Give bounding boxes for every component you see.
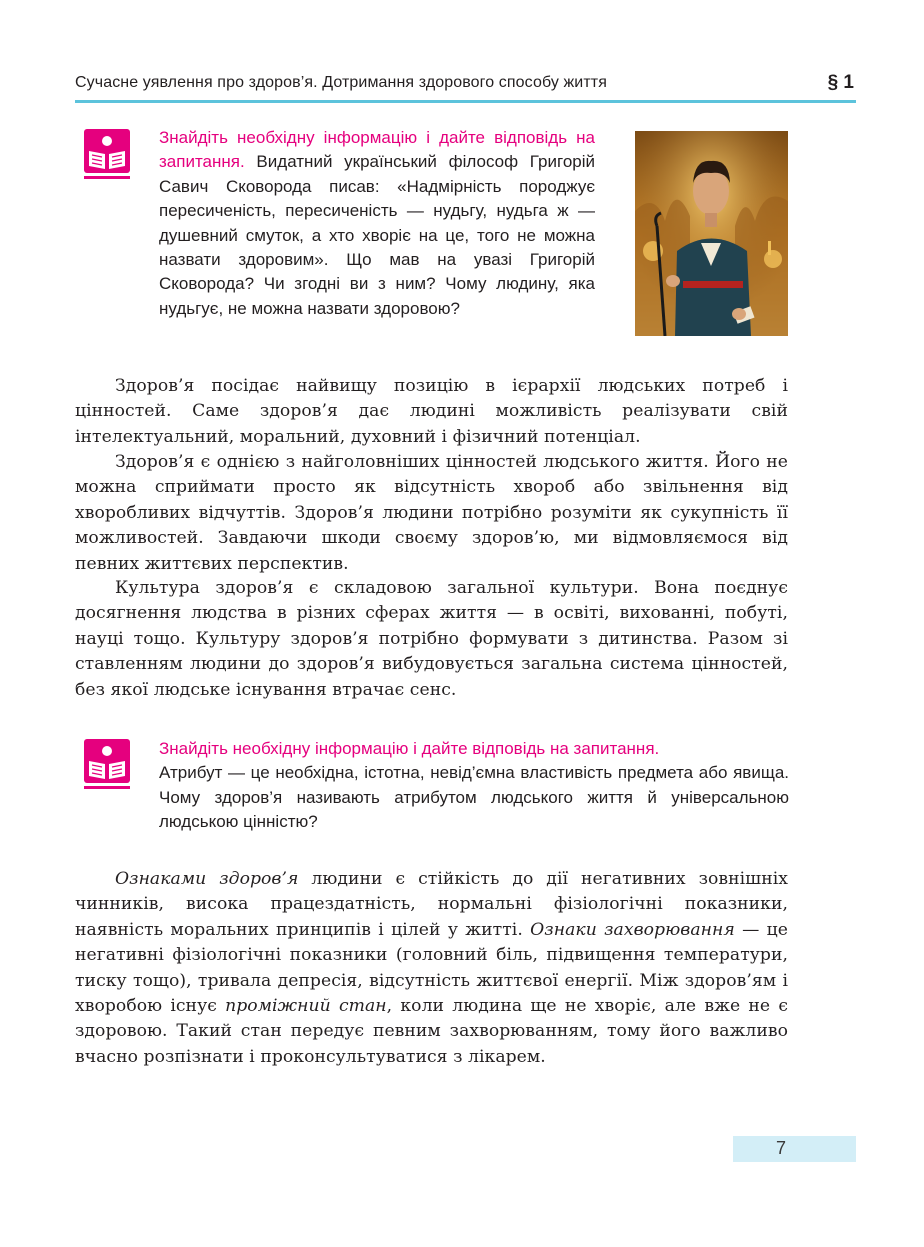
header-title: Сучасне уявлення про здоров’я. Дотримання здорового способу життя	[75, 74, 607, 91]
term-disease-signs: Ознаки захворювання	[530, 919, 735, 940]
book-reading-icon	[84, 739, 130, 791]
task-lead: Знайдіть необхідну інформацію і дайте відповідь на запитання.	[159, 128, 595, 172]
paragraph-text: — це негативні фізіологічні показники (головний біль, підвищення температури, тиску тощо), тривала депресія, відсутність життєвої енергії. Між здоров’ям і хворобою існує	[75, 919, 788, 1017]
paragraph-3: Культура здоров’я є складовою загальної культури. Вона поєднує досягнення людства в різних сферах життя — в освіті, вихованні, побуті, науці тощо. Культуру здоров’я потрібно формувати з дитинства. Разом зі ставленням людини до здоров’я вибудовується загальна система цінностей, без якої людське існування втрачає сенс.	[75, 578, 788, 700]
task-body: Атрибут — це необхідна, істотна, невід’ємна властивість предмета або явища. Чому здоров’я називають атрибутом людського життя й універсальною людською цінністю?	[159, 763, 789, 832]
page-number: 7	[775, 1138, 786, 1158]
paragraph-2: Здоров’я є однією з найголовніших цінностей людського життя. Його не можна сприймати просто як відсутність хвороб або звільнення від хворобливих відчуттів. Здоров’я людини потрібно розуміти як сукупність її можливостей. Завдаючи шкоди своєму здоров’ю, ми відмовляємося від певних життєвих перспектив.	[75, 452, 788, 574]
term-intermediate-state: проміжний стан	[225, 996, 387, 1017]
paragraph-4	[75, 867, 788, 1070]
book-reading-icon	[84, 129, 130, 181]
section-number: § 1	[827, 72, 854, 93]
portrait-image	[635, 131, 788, 336]
page-header	[75, 74, 856, 103]
paragraph-1: Здоров’я посідає найвищу позицію в ієрархії людських потреб і цінностей. Саме здоров’я дає людині можливість реалізувати свій інтелектуальний, моральний, духовний і фізичний потенціал.	[75, 376, 788, 447]
task-lead: Знайдіть необхідну інформацію і дайте відповідь на запитання.	[159, 739, 660, 758]
page-number-box	[733, 1136, 856, 1162]
task-body: Видатний український філософ Григорій Савич Сковорода писав: «Надмірність породжує пересиченість, пересиченість — нудьгу, нудьга ж — душевний смуток, а хто хворіє на це, того не можна назвати здоровим». Що мав на увазі Григорій Сковорода? Чи згодні ви з ним? Чому людину, яка нудьгує, не можна назвати здоровою?	[159, 152, 595, 318]
term-health-signs: Ознаками здоров’я	[115, 869, 299, 889]
task-question-1	[159, 126, 595, 321]
paragraph-text: , коли людина ще не хворіє, але вже не є здоровою. Такий стан передує певним захворюванням, тому його важливо вчасно розпізнати і проконсультуватися з лікарем.	[75, 996, 788, 1067]
task-question-2	[159, 737, 789, 835]
paragraph-text: людини є стійкість до дії негативних зовнішніх чинників, висока працездатність, нормальні фізіологічні показники, наявність моральних принципів і цілей у житті.	[75, 869, 788, 940]
